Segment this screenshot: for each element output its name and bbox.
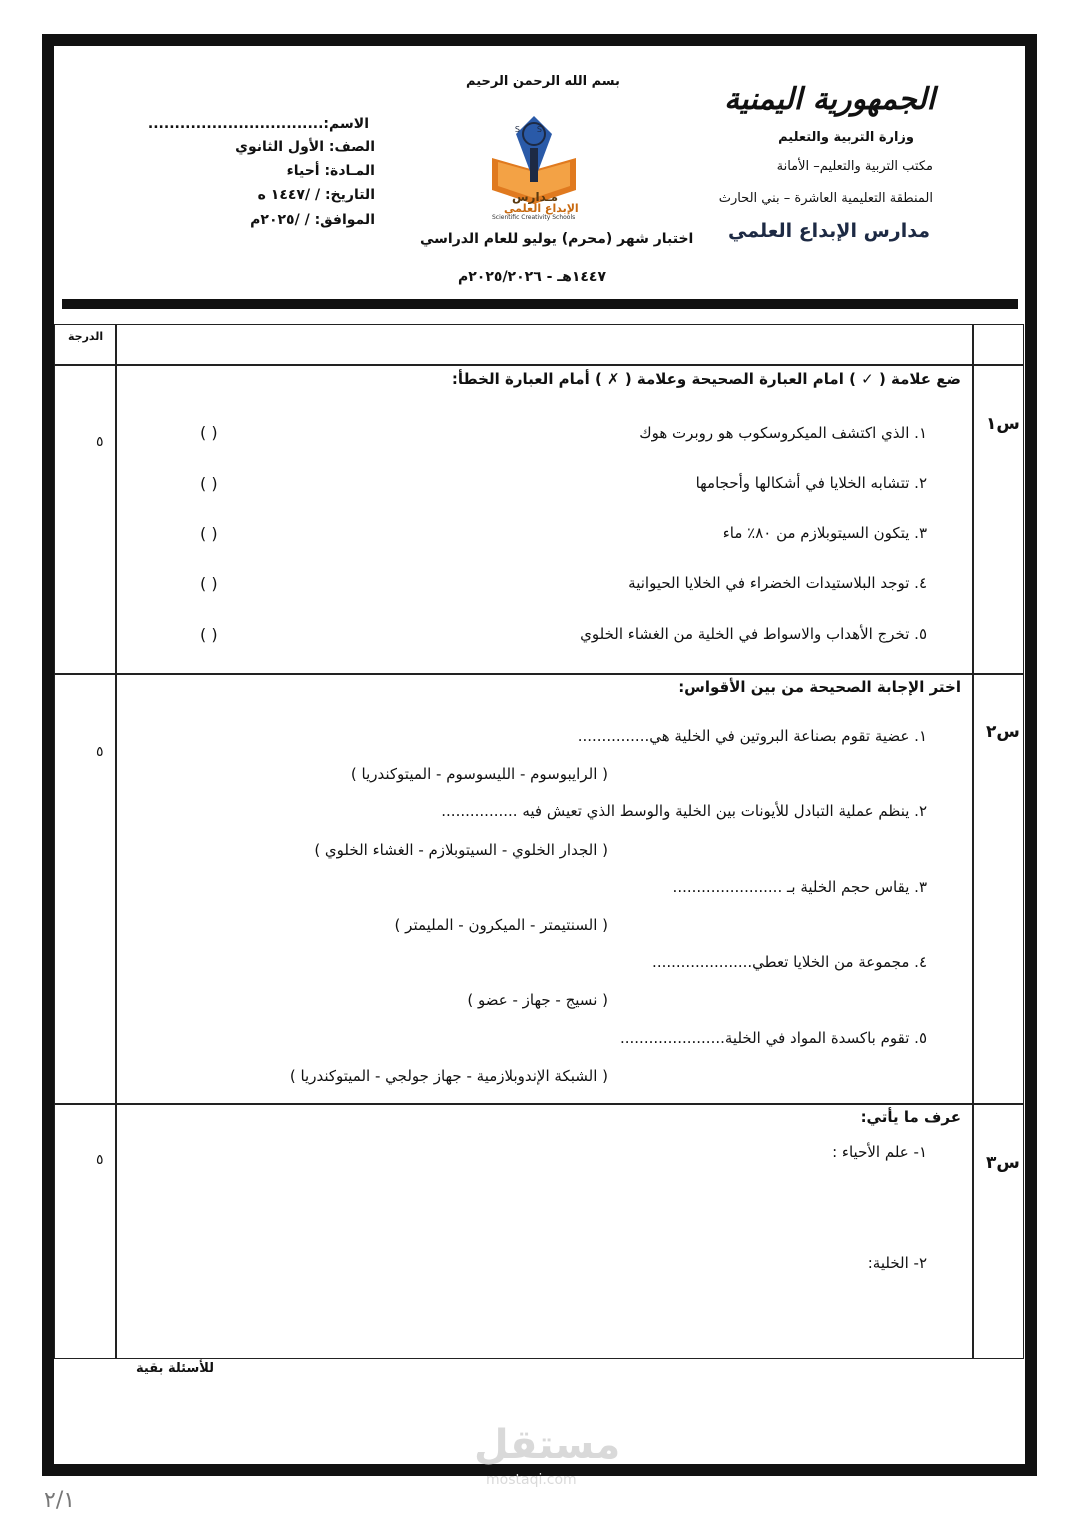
q2-options-2: ( الجدار الخلوي - السيتوبلازم - الغشاء الخلوي ) [314, 841, 608, 859]
student-name-field[interactable]: الاسم:................................. [147, 116, 369, 132]
q1-answer-box-4[interactable]: ( ) [200, 574, 218, 593]
q1-degree: ٥ [96, 434, 104, 450]
logo-subtitle: الإبداع العلمي [504, 202, 579, 215]
date-gregorian-field[interactable]: الموافق: / /٢٠٢٥م [250, 212, 375, 228]
q2-options-1: ( الرايبوسوم - الليسوسوم - الميتوكندريا ) [350, 765, 608, 783]
q2-item-5: ٥. تقوم باكسدة المواد في الخلية...................... [619, 1029, 927, 1047]
q1-answer-box-1[interactable]: ( ) [200, 423, 218, 442]
q1-item-2: ٢. تتشابه الخلايا في أشكالها وأحجامها [695, 474, 927, 492]
q3-degree: ٥ [96, 1152, 104, 1168]
page-number: ٢/١ [44, 1488, 76, 1513]
date-hijri-field[interactable]: التاريخ: / /١٤٤٧ ه [257, 187, 375, 203]
q2-instruction: اختر الإجابة الصحيحة من بين الأقواس: [678, 678, 961, 696]
q2-label: س٢ [986, 722, 1020, 742]
q1-item-3: ٣. يتكون السيتوبلازم من ٨٠٪ ماء [722, 524, 927, 542]
q1-item-4: ٤. توجد البلاستيدات الخضراء في الخلايا الحيوانية [628, 574, 927, 592]
education-zone: المنطقة التعليمية العاشرة – بني الحارث [718, 191, 933, 206]
school-logo [462, 108, 606, 220]
exam-sheet [54, 46, 1025, 1488]
q2-options-4: ( نسيج - جهاز - عضو ) [467, 991, 608, 1009]
q3-item-2: ٢- الخلية: [867, 1254, 927, 1272]
q1-label: س١ [986, 414, 1020, 434]
logo-title: مـدارس [512, 190, 559, 204]
row-divider [54, 364, 1024, 366]
q1-item-5: ٥. تخرج الأهداب والاسواط في الخلية من الغشاء الخلوي [580, 625, 927, 643]
grade-label: الصف: الأول الثانوي [235, 139, 375, 155]
header-divider [62, 299, 1018, 309]
q2-item-3: ٣. يقاس حجم الخلية بـ ....................... [672, 878, 927, 896]
q1-answer-box-2[interactable]: ( ) [200, 474, 218, 493]
label-column-divider [972, 324, 974, 1359]
republic-emblem-text: الجمهورية اليمنية [724, 82, 935, 117]
q1-instruction: ضع علامة ( ✓ ) امام العبارة الصحيحة وعلامة ( ✗ ) أمام العبارة الخطأ: [451, 370, 961, 388]
logo-english: Scientific Creativity Schools [492, 214, 576, 221]
q2-options-3: ( السنتيمتر - الميكرون - المليمتر ) [394, 916, 608, 934]
ministry-name: وزارة التربية والتعليم [778, 130, 914, 145]
svg-text:S: S [514, 125, 520, 134]
watermark-url: mostaqi.com [486, 1472, 577, 1488]
q2-item-1: ١. عضية تقوم بصناعة البروتين في الخلية هي............... [577, 727, 927, 745]
q1-answer-box-3[interactable]: ( ) [200, 524, 218, 543]
q2-item-4: ٤. مجموعة من الخلايا تعطي..................... [652, 953, 927, 971]
q1-item-1: ١. الذي اكتشف الميكروسكوب هو روبرت هوك [639, 424, 927, 442]
q2-options-5: ( الشبكة الإندوبلازمية - جهاز جولجي - الميتوكندريا ) [289, 1067, 608, 1085]
subject-label: المـادة: أحياء [286, 163, 375, 179]
basmala: بسم الله الرحمن الرحيم [466, 74, 620, 89]
row-divider [54, 673, 1024, 675]
school-name: مدارس الإبداع العلمي [728, 220, 930, 242]
svg-text:S: S [536, 125, 542, 134]
q3-label: س٣ [986, 1153, 1020, 1173]
grade-column-header: الدرجة [68, 330, 104, 343]
q3-instruction: عرف ما يأتي: [860, 1108, 961, 1126]
watermark-logo: مستقل [474, 1422, 621, 1468]
exam-title: اختبار شهر (محرم) يوليو للعام الدراسي [420, 231, 694, 247]
exam-year: ١٤٤٧هـ - ٢٠٢٥/٢٠٢٦م [458, 269, 606, 285]
row-divider [54, 1103, 1024, 1105]
q2-item-2: ٢. ينظم عملية التبادل للأيونات بين الخلية والوسط الذي تعيش فيه ................ [441, 802, 927, 820]
page-border [42, 34, 1037, 1488]
education-office: مكتب التربية والتعليم– الأمانة [776, 159, 933, 174]
q1-answer-box-5[interactable]: ( ) [200, 625, 218, 644]
q3-item-1: ١- علم الأحياء : [832, 1143, 927, 1161]
q2-degree: ٥ [96, 744, 104, 760]
continue-note: للأسئلة بقية [136, 1361, 214, 1376]
grade-column-divider [115, 324, 117, 1359]
